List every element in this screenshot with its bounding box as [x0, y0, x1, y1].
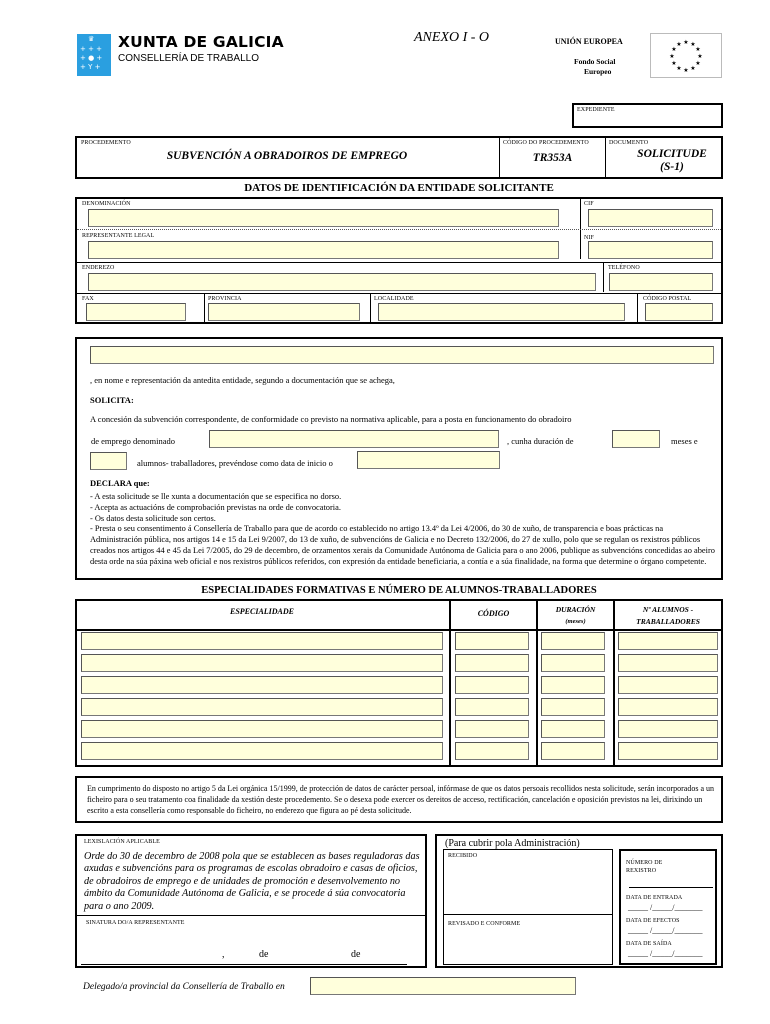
codigo-input[interactable] — [455, 632, 529, 650]
declara-item: - Acepta as actuacións de comprobación previstas na orde de convocatoria. — [90, 502, 341, 512]
especialidade-input[interactable] — [81, 720, 443, 738]
codigo-input[interactable] — [455, 742, 529, 760]
data-entrada-label: DATA DE ENTRADA — [626, 895, 683, 901]
especialidade-input[interactable] — [81, 632, 443, 650]
eu-fund-line2: Europeo — [584, 67, 612, 76]
telefono-label: TELÉFONO — [608, 265, 640, 271]
delegado-provincia-input[interactable] — [310, 977, 576, 995]
obradoiro-name-input[interactable] — [209, 430, 499, 448]
alumnos-input[interactable] — [618, 632, 718, 650]
duracion-input[interactable] — [612, 430, 660, 448]
eu-fund-line1: Fondo Social — [574, 57, 616, 66]
duracion-input[interactable] — [541, 742, 605, 760]
col-alumnos — [615, 604, 721, 628]
duracion-input[interactable] — [541, 654, 605, 672]
specialties-table — [75, 599, 723, 767]
divider — [77, 629, 721, 631]
duracion-input[interactable] — [541, 698, 605, 716]
department-name: CONSELLERÍA DE TRABALLO — [118, 53, 259, 64]
code-label: CÓDIGO DO PROCEDEMENTO — [503, 140, 589, 146]
localidade-label: LOCALIDADE — [374, 296, 414, 302]
solicita-title: SOLICITA: — [90, 395, 134, 405]
representante-input[interactable] — [88, 241, 559, 259]
svg-text:★: ★ — [695, 47, 701, 53]
cross-icon: + ● + — [80, 54, 103, 62]
admin-right-panel — [619, 849, 717, 965]
svg-text:★: ★ — [697, 54, 703, 60]
privacy-box — [75, 776, 723, 823]
legislation-label: LEXISLACIÓN APLICABLE — [84, 839, 160, 845]
declara-item: - Presta o seu consentimento á Consellería de Traballo para que de acordo co establecido no artigo 13.4º da Lei 4/2006, do 30 de xuño, de transparencia e boas prácticas na Administración pública, nos artigos 14 e 15 da Lei 9/2007, do 13 de xuño, de subvencións de Galicia e no Decreto 132/2006, do 27 de xullo, polo que se regulan os rexistros públicos creados nos artigos 44 e 45 da Lei 7/2005, do 29 de decembro, de orzamentos xerais da Comunidade Autónoma de Galicia para o ano 2006, publique as subvencións concedidas ao abeiro desta orde na súa páxina web oficial e nos rexistros públicos referidos, con expresión da entidade beneficiaria, a contía e a súa finalidade, na forma que determine o órgano competente. — [90, 524, 715, 566]
procedure-box — [75, 136, 723, 179]
provincia-label: PROVINCIA — [208, 296, 242, 302]
meses-label: meses e — [671, 436, 698, 446]
alumnos-input[interactable] — [618, 742, 718, 760]
svg-text:★: ★ — [669, 54, 675, 60]
data-saida-value: _____ /_____/_______ — [628, 949, 703, 958]
svg-text:★: ★ — [690, 42, 696, 48]
especialidade-input[interactable] — [81, 698, 443, 716]
identification-box — [75, 197, 723, 324]
divider — [370, 293, 371, 322]
cif-input[interactable] — [588, 209, 713, 227]
col-duracion-line2: (meses) — [565, 618, 586, 625]
numero-line2: REXISTRO — [626, 868, 657, 874]
admin-left-panel — [443, 849, 613, 965]
signature-de1: de — [259, 949, 269, 960]
duracion-input[interactable] — [541, 720, 605, 738]
crown-icon: ♛ — [88, 35, 95, 43]
signature-de2: de — [351, 949, 361, 960]
divider — [605, 138, 606, 177]
enderezo-input[interactable] — [88, 273, 596, 291]
xunta-logo — [77, 34, 111, 76]
expediente-label: EXPEDIENTE — [577, 107, 615, 113]
svg-text:★: ★ — [695, 61, 701, 67]
specialties-title: ESPECIALIDADES FORMATIVAS E NÚMERO DE ALUMNOS-TRABALLADORES — [201, 585, 597, 596]
data-inicio-input[interactable] — [357, 451, 500, 469]
privacy-text: En cumprimento do disposto no artigo 5 da Lei orgánica 15/1999, de protección de datos de carácter persoal, infórmase de que os datos persoais recollidos nesta solicitude, serán incorporados a un ficheiro para o seu tratamento coa finalidade da xestión deste procedemento. Se o desexa pode exercer os dereitos de acceso, rectificación, cancelación e oposición previstos na lei, dirixindo un escrito a esta consellería como responsable do ficheiro, no enderezo que figura ao pé desta solicitude. — [87, 784, 714, 815]
eu-title: UNIÓN EUROPEA — [555, 37, 623, 46]
codigo-input[interactable] — [455, 676, 529, 694]
document-label: DOCUMENTO — [609, 140, 649, 146]
alumnos-input[interactable] — [618, 698, 718, 716]
svg-text:★: ★ — [683, 40, 689, 46]
alumnos-input[interactable] — [618, 676, 718, 694]
duracion-input[interactable] — [541, 676, 605, 694]
document-value-line1: SOLICITUDE — [637, 148, 707, 160]
org-name: XUNTA DE GALICIA — [118, 33, 284, 51]
denominado-label: de emprego denominado — [91, 436, 176, 446]
alumnos-input[interactable] — [90, 452, 127, 470]
svg-text:★: ★ — [676, 66, 682, 72]
signature-line[interactable] — [81, 948, 407, 965]
divider — [77, 262, 721, 263]
codigo-input[interactable] — [455, 698, 529, 716]
divider — [444, 914, 612, 915]
solicita-text: A concesión da subvención correspondente, de conformidade co previsto na normativa aplicable, para a posta en funcionamento do obradoiro — [90, 414, 572, 424]
enderezo-label: ENDEREZO — [82, 265, 115, 271]
divider — [603, 262, 604, 292]
especialidade-input[interactable] — [81, 742, 443, 760]
svg-text:★: ★ — [683, 68, 689, 74]
document-value-line2: (S-1) — [660, 161, 684, 173]
procedure-title: SUBVENCIÓN A OBRADOIROS DE EMPREGO — [166, 150, 408, 162]
cross-icon: + + + — [80, 45, 103, 53]
representante-label: REPRESENTANTE LEGAL — [82, 233, 155, 239]
identification-title: DATOS DE IDENTIFICACIÓN DA ENTIDADE SOLICITANTE — [244, 182, 554, 194]
declara-item: - A esta solicitude se lle xunta a documentación que se especifica no dorso. — [90, 492, 342, 501]
codigo-postal-input[interactable] — [645, 303, 713, 321]
duracion-input[interactable] — [541, 632, 605, 650]
especialidade-input[interactable] — [81, 676, 443, 694]
request-box — [75, 337, 723, 580]
divider — [77, 293, 721, 294]
svg-text:★: ★ — [671, 47, 677, 53]
localidade-input[interactable] — [378, 303, 625, 321]
fax-label: FAX — [82, 296, 94, 302]
data-efectos-label: DATA DE EFECTOS — [626, 918, 680, 924]
declara-list — [90, 492, 716, 568]
declara-title: DECLARA que: — [90, 478, 150, 488]
svg-text:★: ★ — [671, 61, 677, 67]
divider — [204, 293, 205, 322]
numero-line1: NÚMERO DE — [626, 860, 663, 866]
telefono-input[interactable] — [609, 273, 713, 291]
codigo-postal-label: CÓDIGO POSTAL — [643, 296, 692, 302]
recibido-label: RECIBIDO — [448, 853, 478, 859]
chalice-icon: + Y + — [80, 63, 101, 71]
codigo-input[interactable] — [455, 720, 529, 738]
divider — [637, 293, 638, 322]
delegado-label: Delegado/a provincial da Consellería de Traballo en — [83, 982, 285, 992]
denominacion-input[interactable] — [88, 209, 559, 227]
numero-rexistro-label — [626, 859, 662, 875]
eu-flag — [650, 33, 722, 78]
alumnos-input[interactable] — [618, 720, 718, 738]
col-alumnos-line1: Nº ALUMNOS - — [642, 605, 694, 614]
duracion-label: , cunha duración de — [507, 436, 574, 446]
col-especialidade: ESPECIALIDADE — [229, 607, 295, 616]
divider — [77, 915, 425, 916]
data-saida-label: DATA DE SAÍDA — [626, 941, 672, 947]
representation-text: , en nome e representación da antedita entidade, segundo a documentación que se achega, — [90, 375, 395, 385]
cif-label: CIF — [584, 201, 594, 207]
col-codigo: CÓDIGO — [477, 609, 510, 618]
admin-title: (Para cubrir pola Administración) — [445, 838, 580, 849]
nif-label: NIF — [584, 235, 594, 241]
fax-input[interactable] — [86, 303, 186, 321]
signature-label: SINATURA DO/A REPRESENTANTE — [86, 920, 185, 926]
procedure-label: PROCEDEMENTO — [81, 140, 131, 146]
code-value: TR353A — [532, 152, 573, 164]
signature-comma: , — [222, 949, 225, 960]
especialidade-input[interactable] — [81, 654, 443, 672]
document-value — [617, 148, 727, 174]
legislation-signature-box — [75, 834, 427, 968]
revisado-label: REVISADO E CONFORME — [448, 921, 521, 927]
annex-title: ANEXO I - O — [414, 30, 490, 45]
provincia-input[interactable] — [208, 303, 360, 321]
svg-text:★: ★ — [690, 66, 696, 72]
alumnos-input[interactable] — [618, 654, 718, 672]
declara-item: - Os datos desta solicitude son certos. — [90, 513, 216, 523]
expediente-box — [572, 103, 723, 128]
data-efectos-value: _____ /_____/_______ — [628, 926, 703, 935]
col-alumnos-line2: TRABALLADORES — [636, 617, 700, 626]
codigo-input[interactable] — [455, 654, 529, 672]
col-duracion-line1: DURACIÓN — [555, 605, 596, 614]
nif-input[interactable] — [588, 241, 713, 259]
eu-stars-icon — [651, 34, 721, 77]
numero-rexistro-line — [629, 887, 713, 888]
alumnos-label: alumnos- traballadores, prevéndose como data de inicio o — [137, 458, 333, 468]
representative-name-input[interactable] — [90, 346, 714, 364]
col-duracion — [538, 604, 613, 628]
denominacion-label: DENOMINACIÓN — [82, 201, 131, 207]
divider — [77, 229, 721, 230]
admin-box — [435, 834, 723, 968]
svg-text:★: ★ — [676, 42, 682, 48]
legislation-text: Orde do 30 de decembro de 2008 pola que se establecen as bases reguladoras das axudas e subvencións para os programas de escolas obradoiro e casas de oficios, de obradoiros de emprego e de unidades de promoción e desenvolvemento no ámbito da Comunidade Autónoma de Galicia, e se procede á súa convocatoria para o ano 2009. — [84, 851, 420, 912]
data-entrada-value: _____ /_____/_______ — [628, 903, 703, 912]
